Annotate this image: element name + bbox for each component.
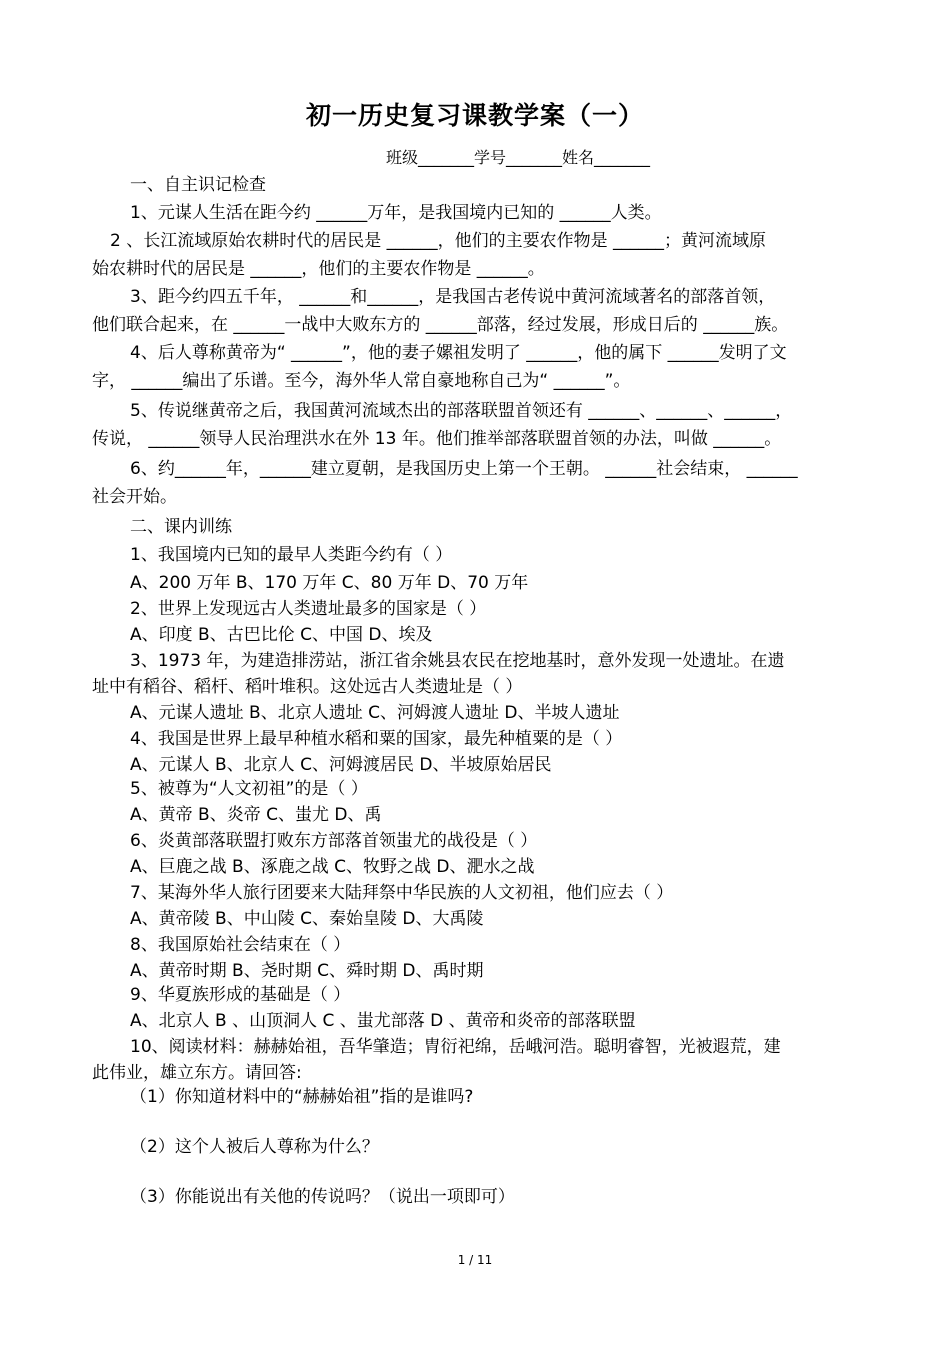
text-line: 10、阅读材料：赫赫始祖，吾华肇造；胄衍祀绵，岳峨河浩。聪明睿智，光被遐荒，建 — [130, 1037, 781, 1057]
text-line: 5、被尊为“人文初祖”的是（ ） — [130, 779, 368, 799]
text-line: （2）这个人被后人尊称为什么？ — [130, 1137, 379, 1157]
text-line: 2、世界上发现远古人类遗址最多的国家是（ ） — [130, 599, 487, 619]
text-line: A、黄帝时期 B、尧时期 C、舜时期 D、禹时期 — [130, 961, 484, 981]
text-line: （1）你知道材料中的“赫赫始祖”指的是谁吗? — [130, 1087, 474, 1107]
text-line: 9、华夏族形成的基础是（ ） — [130, 985, 351, 1005]
text-line: 4、后人尊称黄帝为“ ______”，他的妻子嫘祖发明了 ______，他的属下 ______发明了文 — [130, 343, 787, 363]
text-line: （3）你能说出有关他的传说吗？（说出一项即可） — [130, 1187, 515, 1207]
text-line: A、200 万年 B、170 万年 C、80 万年 D、70 万年 — [130, 573, 529, 593]
text-line: 4、我国是世界上最早种植水稻和粟的国家，最先种植粟的是（ ） — [130, 729, 623, 749]
text-line: 3、距今约四五千年， ______和______，是我国古老传说中黄河流域著名的部落首领， — [130, 287, 776, 307]
text-line: A、黄帝 B、炎帝 C、蚩尤 D、禹 — [130, 805, 382, 825]
text-line: 5、传说继黄帝之后，我国黄河流域杰出的部落联盟首领还有 ______、______、______， — [130, 401, 793, 421]
text-line: 1、我国境内已知的最早人类距今约有（ ） — [130, 545, 453, 565]
text-line: 此伟业，雄立东方。请回答: — [92, 1063, 302, 1083]
text-line: 一、自主识记检查 — [130, 175, 266, 195]
text-line: A、印度 B、古巴比伦 C、中国 D、埃及 — [130, 625, 433, 645]
text-line: 社会开始。 — [92, 487, 177, 507]
text-line: A、北京人 B 、山顶洞人 C 、蚩尤部落 D 、黄帝和炎帝的部落联盟 — [130, 1011, 636, 1031]
text-line: 始农耕时代的居民是 ______，他们的主要农作物是 ______。 — [92, 259, 545, 279]
text-line: 2 、长江流域原始农耕时代的居民是 ______，他们的主要农作物是 ______；黄河流域原 — [110, 231, 767, 251]
text-line: 3、1973 年，为建造排涝站，浙江省余姚县农民在挖地基时，意外发现一处遗址。在遗 — [130, 651, 785, 671]
text-line: A、元谋人 B、北京人 C、河姆渡居民 D、半坡原始居民 — [130, 755, 552, 775]
text-line: 二、课内训练 — [130, 517, 232, 537]
text-line: A、元谋人遗址 B、北京人遗址 C、河姆渡人遗址 D、半坡人遗址 — [130, 703, 620, 723]
document-title: 初一历史复习课教学案（一） — [305, 101, 644, 130]
text-line: 址中有稻谷、稻杆、稻叶堆积。这处远古人类遗址是（ ） — [92, 677, 523, 697]
text-line: 1、元谋人生活在距今约 ______万年，是我国境内已知的 ______人类。 — [130, 203, 662, 223]
text-line: 6、约______年，______建立夏朝，是我国历史上第一个王朝。 ______社会结束， ______ — [130, 459, 798, 479]
text-line: 7、某海外华人旅行团要来大陆拜祭中华民族的人文初祖，他们应去（ ） — [130, 883, 674, 903]
text-line: 6、炎黄部落联盟打败东方部落首领蚩尤的战役是（ ） — [130, 831, 538, 851]
student-info-line: 班级_______学号_______姓名_______ — [386, 148, 651, 167]
text-line: 他们联合起来，在 ______一战中大败东方的 ______部落，经过发展，形成日后的 ______族。 — [92, 315, 789, 335]
page-number: 1 / 11 — [457, 1253, 493, 1267]
text-line: A、黄帝陵 B、中山陵 C、秦始皇陵 D、大禹陵 — [130, 909, 484, 929]
text-line: A、巨鹿之战 B、涿鹿之战 C、牧野之战 D、淝水之战 — [130, 857, 535, 877]
text-line: 传说， ______领导人民治理洪水在外 13 年。他们推举部落联盟首领的办法，叫做 ______。 — [92, 429, 782, 449]
text-line: 8、我国原始社会结束在（ ） — [130, 935, 351, 955]
text-line: 字， ______编出了乐谱。至今，海外华人常自豪地称自己为“ ______”。 — [92, 371, 631, 391]
